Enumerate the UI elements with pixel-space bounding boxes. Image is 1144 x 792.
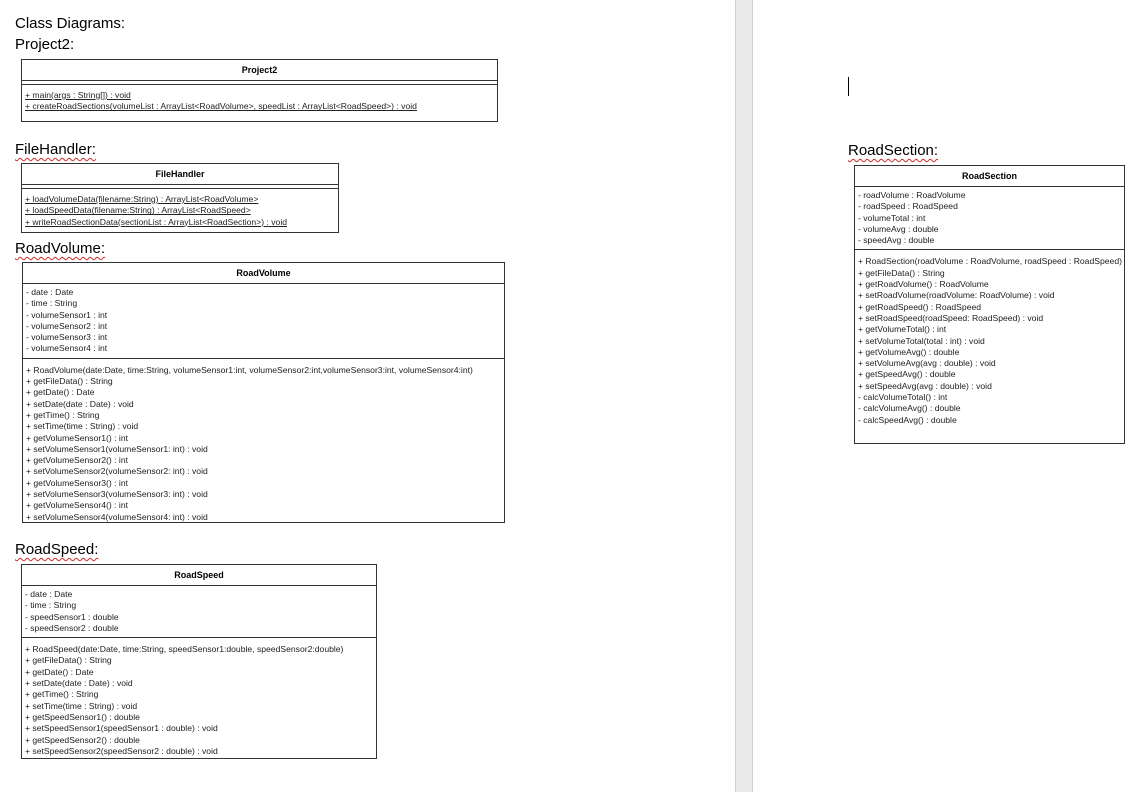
method-line: + setVolumeSensor4(volumeSensor4: int) : void: [26, 511, 208, 522]
method-line: + RoadVolume(date:Date, time:String, volumeSensor1:int, volumeSensor2:int,volumeSensor3:int, volumeSensor4:int): [26, 364, 473, 375]
method-line: + getSpeedSensor2() : double: [25, 734, 140, 745]
methods-section: [23, 358, 504, 523]
method-line: + getVolumeSensor3() : int: [26, 477, 128, 488]
method-line: + main(args : String[]) : void: [25, 90, 131, 100]
methods-section: [22, 188, 338, 231]
text-cursor: [848, 77, 849, 96]
method-line: + setVolumeSensor1(volumeSensor1: int) : void: [26, 443, 208, 454]
attributes-section: [23, 283, 504, 358]
method-line: - calcSpeedAvg() : double: [858, 414, 957, 425]
method-line: + getVolumeSensor2() : int: [26, 455, 128, 466]
method-line: + getDate() : Date: [26, 387, 95, 398]
heading-roadvolume: RoadVolume:: [15, 240, 106, 257]
class-title: Project2: [241, 65, 278, 75]
method-line: + getRoadVolume() : RoadVolume: [858, 279, 989, 290]
method-line: + getVolumeSensor4() : int: [26, 500, 128, 511]
heading-roadspeed: RoadSpeed:: [15, 541, 99, 558]
attribute-line: - volumeSensor4 : int: [26, 343, 108, 354]
attribute-line: - speedAvg : double: [858, 235, 935, 246]
method-line: + setRoadVolume(roadVolume: RoadVolume) : void: [858, 290, 1055, 301]
attribute-line: - roadSpeed : RoadSpeed: [858, 201, 958, 212]
methods-section: [22, 84, 497, 116]
heading-project2: Project2:: [15, 36, 75, 53]
method-line: + getFileData() : String: [25, 655, 112, 666]
class-box-filehandler[interactable]: [21, 163, 339, 233]
methods-section: [855, 249, 1124, 428]
method-line: + getVolumeAvg() : double: [858, 346, 960, 357]
method-line: + RoadSection(roadVolume : RoadVolume, roadSpeed : RoadSpeed): [858, 256, 1122, 267]
attribute-line: - speedSensor2 : double: [25, 622, 119, 633]
method-line: + getSpeedSensor1() : double: [25, 711, 140, 722]
class-box-project2[interactable]: [21, 59, 498, 122]
heading-roadsection: RoadSection:: [848, 142, 939, 159]
class-box-roadsection[interactable]: [854, 165, 1125, 444]
attribute-line: - time : String: [25, 600, 77, 611]
method-line: + setTime(time : String) : void: [26, 421, 139, 432]
method-line: + getFileData() : String: [26, 376, 113, 387]
attribute-line: - volumeTotal : int: [858, 212, 926, 223]
attribute-line: - roadVolume : RoadVolume: [858, 190, 966, 200]
method-line: + setVolumeSensor3(volumeSensor3: int) : void: [26, 489, 208, 500]
method-line: + getTime() : String: [25, 689, 99, 700]
method-line: + setRoadSpeed(roadSpeed: RoadSpeed) : void: [858, 312, 1044, 323]
method-line: + getVolumeTotal() : int: [858, 324, 947, 335]
attribute-line: - date : Date: [26, 287, 74, 297]
method-line: + createRoadSections(volumeList : ArrayList<RoadVolume>, speedList : ArrayList<RoadSpeed>) : void: [25, 101, 417, 112]
methods-section: [22, 637, 376, 759]
method-line: - calcVolumeTotal() : int: [858, 392, 948, 403]
method-line: + setSpeedSensor2(speedSensor2 : double) : void: [25, 745, 218, 756]
method-line: + setDate(date : Date) : void: [26, 398, 134, 409]
attribute-line: - time : String: [26, 298, 78, 309]
method-line: + setVolumeTotal(total : int) : void: [858, 335, 985, 346]
page-gutter: [735, 0, 753, 792]
class-title: RoadSpeed: [174, 570, 224, 580]
attribute-line: - volumeSensor2 : int: [26, 320, 108, 331]
attributes-section: [855, 186, 1124, 249]
class-box-roadspeed[interactable]: [21, 564, 377, 759]
method-line: + setVolumeSensor2(volumeSensor2: int) : void: [26, 466, 208, 477]
method-line: + getRoadSpeed() : RoadSpeed: [858, 301, 982, 312]
class-title: RoadVolume: [236, 268, 291, 278]
method-line: + setTime(time : String) : void: [25, 700, 138, 711]
heading-class-diagrams: Class Diagrams:: [15, 15, 126, 32]
class-title: FileHandler: [155, 169, 205, 179]
attribute-line: - volumeSensor3 : int: [26, 332, 108, 343]
method-line: + setSpeedAvg(avg : double) : void: [858, 380, 992, 391]
heading-filehandler: FileHandler:: [15, 141, 96, 158]
attribute-line: - volumeAvg : double: [858, 223, 939, 234]
method-line: + setSpeedSensor1(speedSensor1 : double) : void: [25, 723, 218, 734]
method-line: - calcVolumeAvg() : double: [858, 403, 961, 414]
method-line: + getFileData() : String: [858, 267, 945, 278]
method-line: + loadSpeedData(filename:String) : ArrayList<RoadSpeed>: [25, 205, 251, 216]
method-line: + writeRoadSectionData(sectionList : ArrayList<RoadSection>) : void: [25, 216, 288, 227]
method-line: + RoadSpeed(date:Date, time:String, speedSensor1:double, speedSensor2:double): [25, 644, 344, 655]
method-line: + setVolumeAvg(avg : double) : void: [858, 358, 996, 369]
attribute-line: - volumeSensor1 : int: [26, 309, 108, 320]
method-line: + getTime() : String: [26, 409, 100, 420]
class-title: RoadSection: [961, 171, 1017, 181]
attributes-section: [22, 585, 376, 637]
attribute-line: - date : Date: [25, 589, 73, 599]
class-box-roadvolume[interactable]: [22, 262, 505, 523]
method-line: + setDate(date : Date) : void: [25, 678, 133, 689]
method-line: + getSpeedAvg() : double: [858, 369, 956, 380]
method-line: + loadVolumeData(filename:String) : ArrayList<RoadVolume>: [25, 194, 259, 204]
method-line: + getVolumeSensor1() : int: [26, 432, 128, 443]
attribute-line: - speedSensor1 : double: [25, 611, 119, 622]
method-line: + getDate() : Date: [25, 666, 94, 677]
